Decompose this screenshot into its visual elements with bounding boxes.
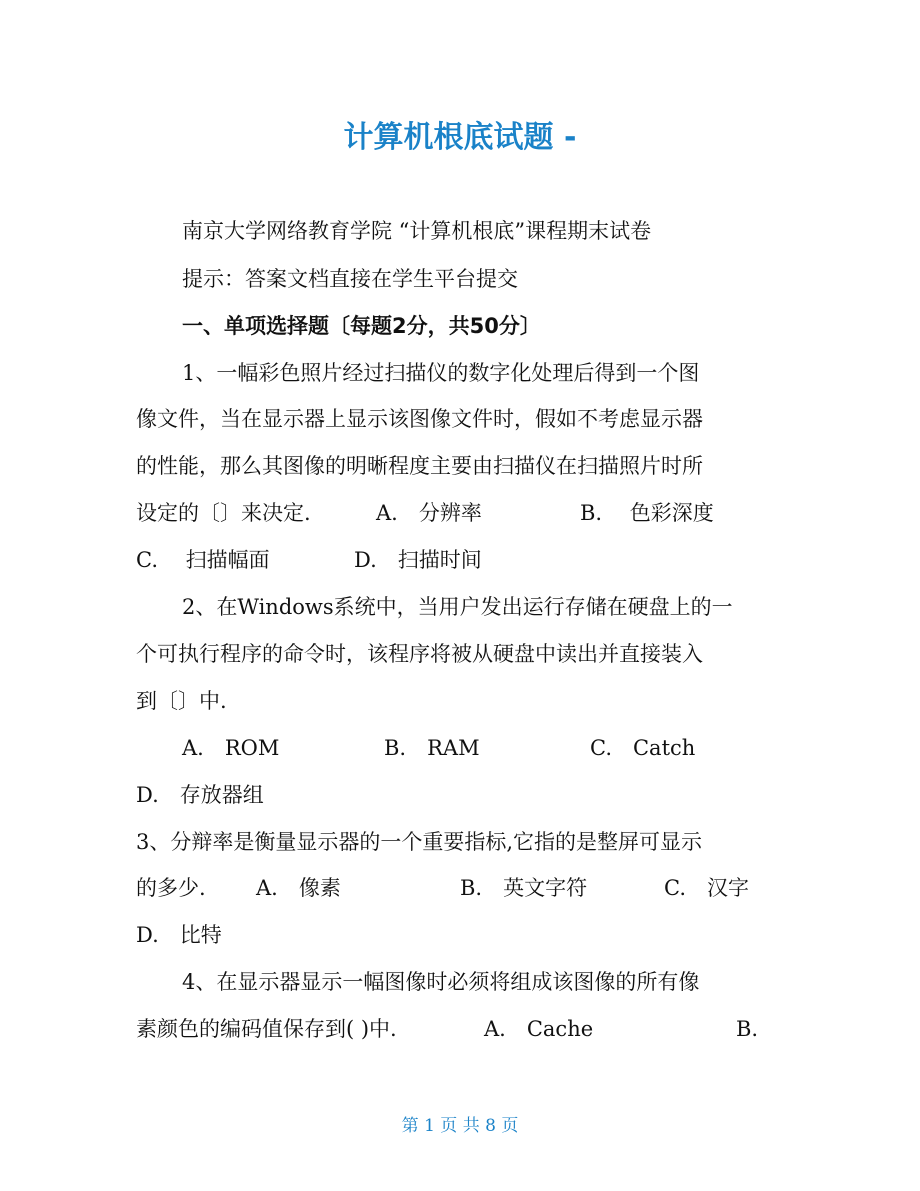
question-2-text: 到〔〕中. [136, 689, 227, 713]
question-2-text: 个可执行程序的命令时，该程序将被从硬盘中读出并直接装入 [136, 642, 703, 666]
question-2-option-c: C. Catch [590, 736, 696, 760]
question-2-option-a: A. ROM [182, 736, 280, 760]
question-3-option-a: A. 像素 [256, 876, 341, 900]
question-3-option-d: D. 比特 [136, 923, 222, 947]
page-footer: 第 1 页 共 8 页 [401, 1116, 519, 1136]
question-3-text: 3、分辩率是衡量显示器的一个重要指标,它指的是整屏可显示 [136, 830, 703, 854]
question-1-text: 1、一幅彩色照片经过扫描仪的数字化处理后得到一个图 [182, 361, 700, 385]
question-4-text: 素颜色的编码值保存到( )中. [136, 1017, 397, 1041]
question-1-option-c: C. 扫描幅面 [136, 548, 270, 572]
question-2-text: 2、在Windows系统中，当用户发出运行存储在硬盘上的一 [182, 595, 733, 619]
question-1-text: 像文件，当在显示器上显示该图像文件时，假如不考虑显示器 [136, 407, 703, 431]
submission-hint-text: 提示：答案文档直接在学生平台提交 [182, 267, 518, 291]
question-1-option-d: D. 扫描时间 [354, 548, 482, 572]
question-1-option-b: B. 色彩深度 [580, 501, 714, 525]
question-2-option-b: B. RAM [384, 736, 480, 760]
question-4-option-b: B. [736, 1017, 759, 1041]
question-2-option-d: D. 存放器组 [136, 783, 264, 807]
question-3-option-b: B. 英文字符 [460, 876, 588, 900]
question-1-text: 设定的〔〕来决定. [136, 501, 311, 525]
question-4-option-a: A. Cache [484, 1017, 594, 1041]
course-title-text: 南京大学网络教育学院 “计算机根底”课程期末试卷 [182, 219, 652, 243]
question-1-text: 的性能，那么其图像的明晰程度主要由扫描仪在扫描照片时所 [136, 454, 703, 478]
document-title: 计算机根底试题 - [343, 120, 577, 155]
question-3-text: 的多少. [136, 876, 206, 900]
question-3-option-c: C. 汉字 [664, 876, 749, 900]
question-4-text: 4、在显示器显示一幅图像时必须将组成该图像的所有像 [182, 970, 700, 994]
question-1-option-a: A. 分辨率 [376, 501, 482, 525]
section-heading: 一、单项选择题〔每题2分，共50分〕 [182, 314, 541, 338]
